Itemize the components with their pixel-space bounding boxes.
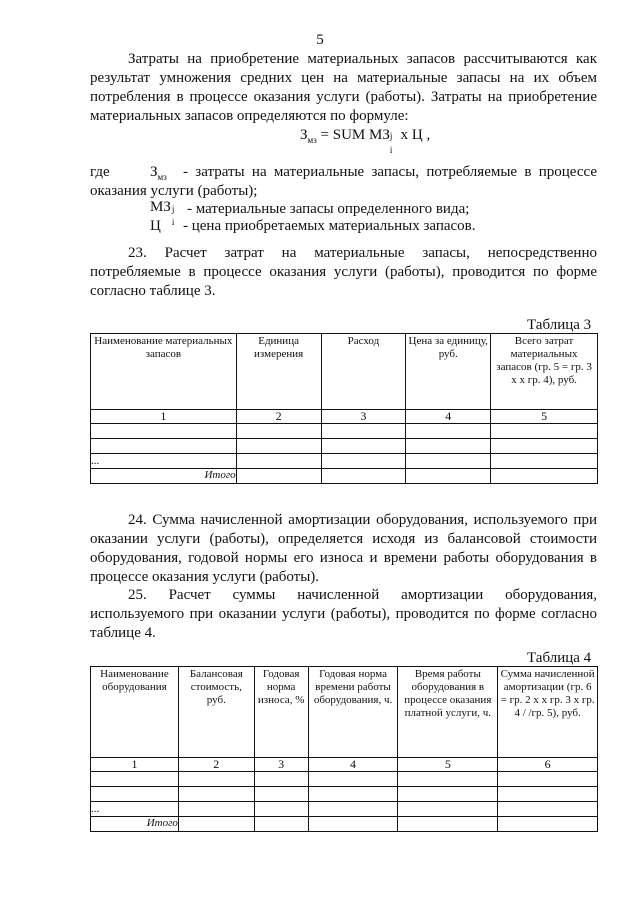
- table4-header-balance: Балансовая стоимость, руб.: [178, 667, 254, 758]
- table3-caption: Таблица 3: [527, 317, 592, 333]
- table4-header-name: Наименование оборудования: [91, 667, 179, 758]
- table3-dots: ...: [91, 454, 237, 469]
- formula: [300, 127, 431, 155]
- table4-col-number: 3: [254, 758, 308, 772]
- formula-sub: i: [389, 145, 393, 155]
- formula-sum: = SUM МЗ: [316, 127, 390, 143]
- def2-sup: j: [171, 204, 175, 214]
- table4-caption: Таблица 4: [527, 650, 592, 666]
- where-label: где: [90, 164, 110, 180]
- table4-col-number: 2: [178, 758, 254, 772]
- def1-cont: оказания услуги (работы);: [90, 183, 258, 199]
- table3-col-number: 1: [91, 410, 237, 424]
- def3-symbol: Ц: [150, 218, 161, 234]
- table-row: [91, 454, 598, 469]
- table4-header-amortization: Сумма начисленной амортизации (гр. 6 = гр. 2 x x гр. 3 x гр. 4 / /гр. 5), руб.: [498, 667, 598, 758]
- def2-sub: i: [171, 217, 175, 227]
- table3-header-total: Всего затрат материальных запасов (гр. 5 = гр. 3 x x гр. 4), руб.: [491, 334, 598, 410]
- table-3: [90, 333, 598, 484]
- def3-text: - цена приобретаемых материальных запасов.: [183, 218, 476, 234]
- def1-sub: мз: [157, 172, 167, 182]
- table-row: [91, 424, 598, 439]
- table4-total-label: Итого: [91, 817, 179, 832]
- table4-col-number: 6: [498, 758, 598, 772]
- page-number: 5: [316, 32, 324, 48]
- paragraph-23: 23. Расчет затрат на материальные запасы, непосредственно потребляемые в процессе оказания услуги (работы), проводится по форме согласно таблице 3.: [90, 245, 597, 299]
- table-row: [91, 469, 598, 484]
- table4-header-wear: Годовая норма износа, %: [254, 667, 308, 758]
- table-row: [91, 787, 598, 802]
- table-row: [91, 817, 598, 832]
- table3-col-number: 3: [321, 410, 406, 424]
- table4-col-number: 5: [398, 758, 498, 772]
- paragraph-24: 24. Сумма начисленной амортизации оборудования, используемого при оказании услуги (работы), определяется исходя из балансовой стоимости оборудования, годовой нормы его износа и времени работы оборудования в процессе оказания услуги (работы).: [90, 512, 597, 585]
- formula-lhs: З: [300, 127, 308, 143]
- table3-header-usage: Расход: [321, 334, 406, 410]
- formula-lhs-sub: мз: [307, 135, 317, 145]
- table-row: [91, 802, 598, 817]
- table4-dots: ...: [91, 802, 179, 817]
- intro-paragraph: Затраты на приобретение материальных запасов рассчитываются как результат умножения средних цен на материальные запасы на их объем потребления в процессе оказания услуги (работы). Затраты на приобретение материальных запасов определяются по формуле:: [90, 51, 597, 124]
- table3-header-name: Наименование материальных запасов: [91, 334, 237, 410]
- def1-text: - затраты на материальные запасы, потребляемые в процессе: [183, 164, 597, 180]
- table4-header-annual-time: Годовая норма времени работы оборудования, ч.: [308, 667, 398, 758]
- table3-col-number: 5: [491, 410, 598, 424]
- table4-col-number: 1: [91, 758, 179, 772]
- def2-text: - материальные запасы определенного вида;: [187, 201, 470, 217]
- table3-header-price: Цена за единицу, руб.: [406, 334, 491, 410]
- formula-rest: x Ц ,: [396, 127, 431, 143]
- def2-symbol: МЗ j i: [150, 199, 175, 227]
- table3-col-number: 4: [406, 410, 491, 424]
- formula-sup: j: [389, 131, 393, 141]
- table3-col-number: 2: [236, 410, 321, 424]
- table4-col-number: 4: [308, 758, 398, 772]
- table3-header-unit: Единица измерения: [236, 334, 321, 410]
- table4-header-service-time: Время работы оборудования в процессе оказания платной услуги, ч.: [398, 667, 498, 758]
- table-row: [91, 772, 598, 787]
- table-row: [91, 439, 598, 454]
- def1-symbol: $З_{мз}$: [150, 164, 167, 182]
- table3-total-label: Итого: [91, 469, 237, 484]
- paragraph-25: 25. Расчет суммы начисленной амортизации оборудования, используемого при оказании услуги (работы), проводится по форме согласно таблице 4.: [90, 587, 597, 641]
- table-4: [90, 666, 598, 832]
